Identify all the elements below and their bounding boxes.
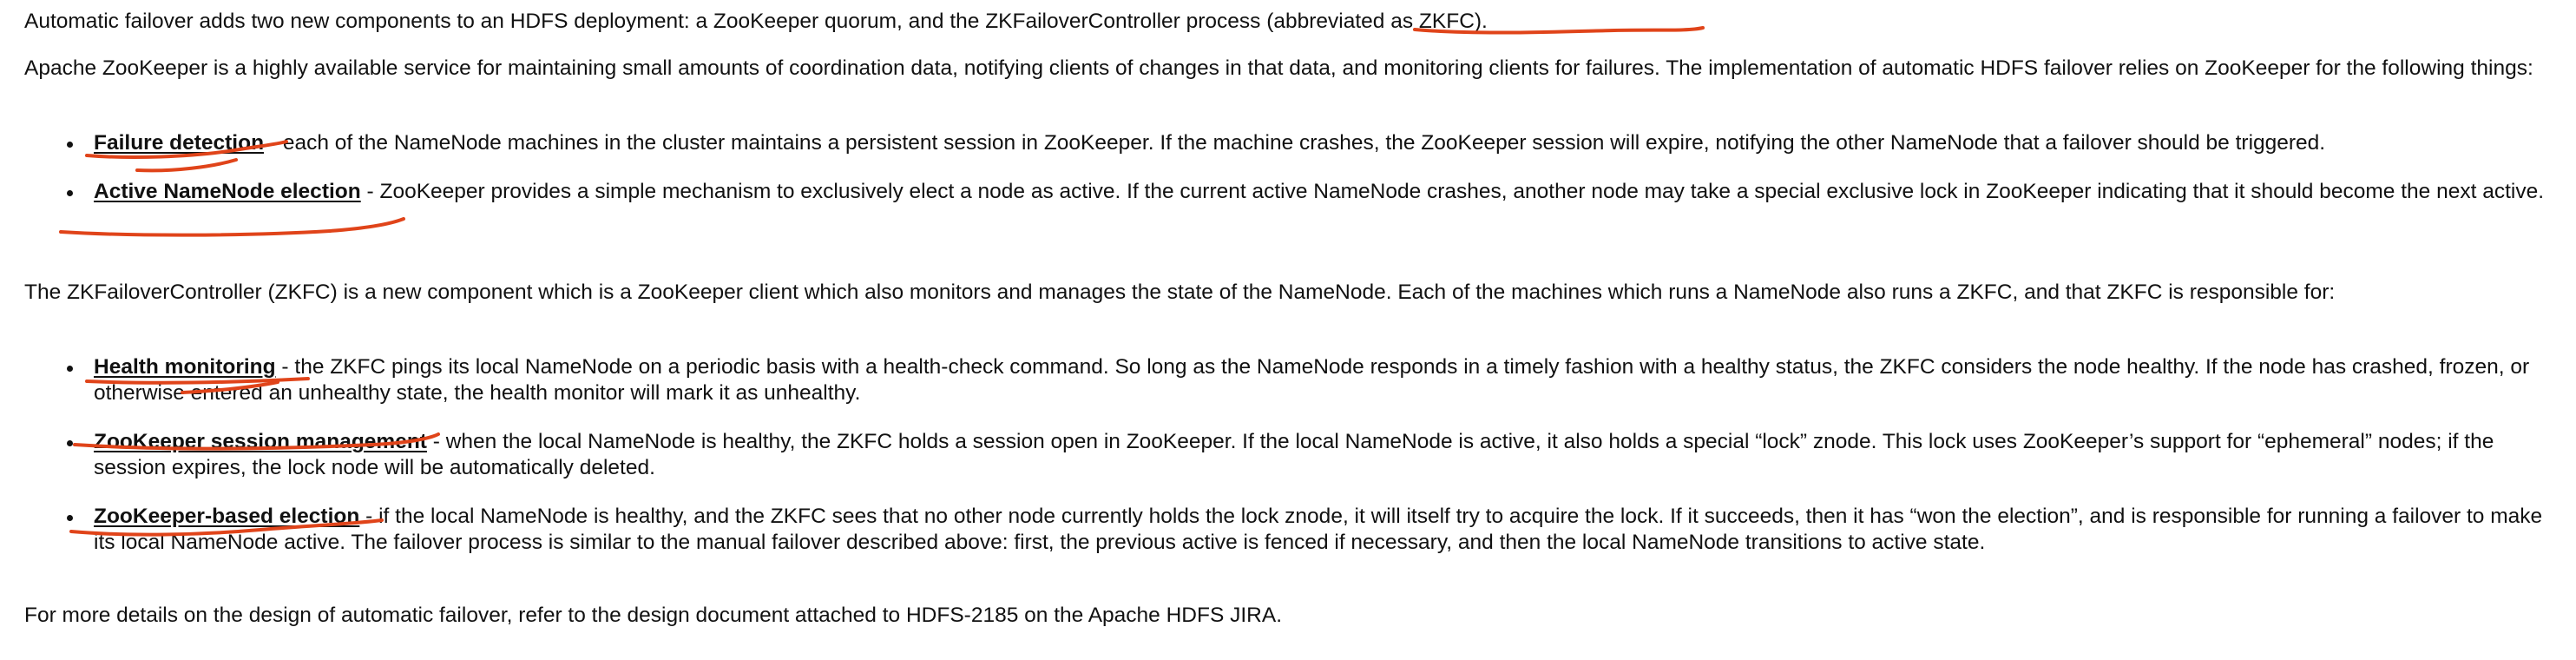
outro-paragraph: For more details on the design of automatic failover, refer to the design document attached to HDFS-2185 on the Apache HDFS JIRA.: [24, 604, 1283, 627]
term-active-namenode-election: Active NameNode election: [94, 180, 361, 203]
item-description: - when the local NameNode is healthy, the ZKFC holds a session open in ZooKeeper. If the local NameNode is active, it also holds a special “lock” znode. This lock uses ZooKeeper’s support for “ephemeral” nodes; if the session expires, the lock node will be automatically deleted.: [94, 430, 2494, 479]
intro-paragraph: Automatic failover adds two new components to an HDFS deployment: a ZooKeeper quorum, and the ZKFailoverController process (abbreviated as ZKFC).: [24, 10, 1488, 33]
item-description: - the ZKFC pings its local NameNode on a periodic basis with a health-check command. So long as the NameNode responds in a timely fashion with a healthy status, the ZKFC considers the node healthy. If the node has crashed, frozen, or otherwise entered an unhealthy state, the health monitor will mark it as unhealthy.: [94, 355, 2530, 405]
item-description: - each of the NameNode machines in the cluster maintains a persistent session in ZooKeeper. If the machine crashes, the ZooKeeper session will expire, notifying the other NameNode that a failover should be triggered.: [264, 131, 2326, 155]
bullet-dot: [67, 515, 73, 521]
item-description: - ZooKeeper provides a simple mechanism to exclusively elect a node as active. If the current active NameNode crashes, another node may take a special exclusive lock in ZooKeeper indicating that it should become the next active.: [360, 180, 2545, 203]
term-zookeeper-session-management: ZooKeeper session management: [94, 430, 427, 453]
list-item-zookeeper-based-election: [24, 504, 2559, 556]
list-item-active-namenode-election: [24, 179, 2559, 205]
term-health-monitoring: Health monitoring: [94, 355, 276, 379]
bullet-dot: [67, 190, 73, 196]
zookeeper-paragraph: Apache ZooKeeper is a highly available service for maintaining small amounts of coordination data, notifying clients of changes in that data, and monitoring clients for failures. The implementation of automatic HDFS failover relies on ZooKeeper for the following things:: [24, 56, 2533, 80]
bullet-dot: [67, 366, 73, 372]
bullet-dot: [67, 440, 73, 446]
bullet-dot: [67, 142, 73, 148]
list-item-zookeeper-session-management: [24, 429, 2559, 481]
item-description: - if the local NameNode is healthy, and the ZKFC sees that no other node currently holds the lock znode, it will itself try to acquire the lock. If it succeeds, then it has “won the election”, and is responsible for running a failover to make its local NameNode active. The failover process is similar to the manual failover described above: first, the previous active is fenced if necessary, and then the local NameNode transitions to active state.: [94, 505, 2543, 554]
list-item-failure-detection: [24, 130, 2559, 156]
term-failure-detection: Failure detection: [94, 131, 265, 155]
zkfc-responsibilities-list: [24, 354, 2559, 578]
zookeeper-responsibilities-list: [24, 130, 2559, 228]
zkfc-paragraph: The ZKFailoverController (ZKFC) is a new component which is a ZooKeeper client which also monitors and manages the state of the NameNode. Each of the machines which runs a NameNode also runs a ZKFC, and that ZKFC is responsible for:: [24, 280, 2336, 304]
term-zookeeper-based-election: ZooKeeper-based election: [94, 505, 360, 528]
list-item-health-monitoring: [24, 354, 2559, 406]
